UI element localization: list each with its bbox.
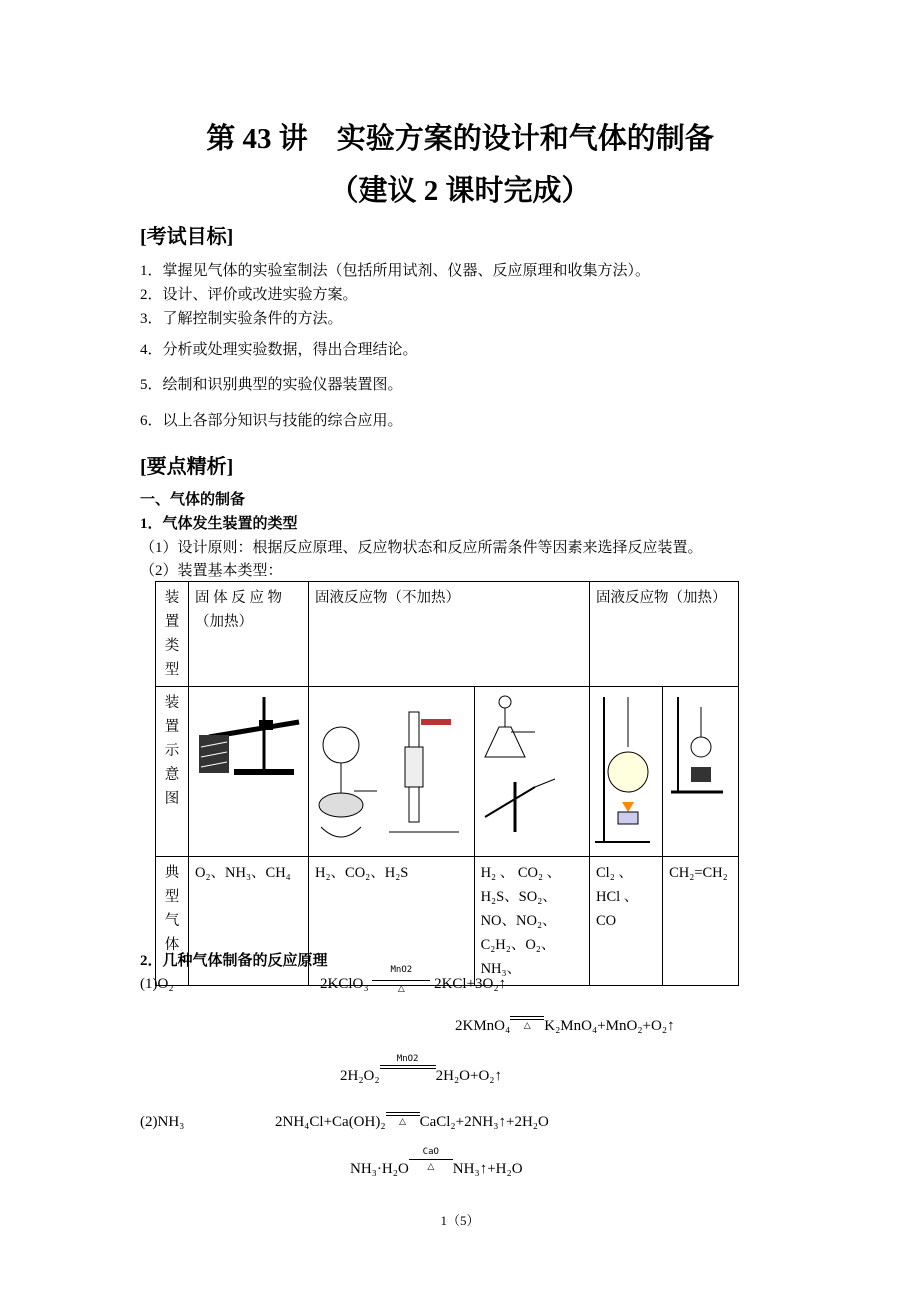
gas-round-flask: Cl₂ 、HCl 、CO	[590, 857, 663, 986]
diagram-solid-heated	[189, 687, 309, 857]
o2-equation-2: 2KMnO₄ △ K₂MnO₄+MnO₂+O₂↑	[455, 1018, 675, 1035]
round-flask-apparatus-image	[590, 687, 658, 855]
reaction-condition: CaO △	[409, 1163, 453, 1177]
reaction-condition: MnO2	[380, 1070, 436, 1084]
col-solid-liquid-heated: 固液反应物（加热）	[590, 582, 739, 687]
gas-solid-heated: O₂、NH₃、CH₄	[189, 857, 309, 986]
analysis-heading: [要点精析]	[140, 456, 234, 478]
o2-label: (1)O₂	[140, 976, 174, 992]
diagram-flask-funnel	[474, 687, 589, 857]
gas-ethylene: CH₂=CH₂	[663, 857, 739, 986]
row-head-gas: 典 型 气 体	[156, 857, 189, 986]
diagram-round-flask	[590, 687, 663, 857]
reaction-condition: △	[386, 1116, 420, 1130]
section-heading: 一、气体的制备	[140, 492, 246, 508]
reaction-condition: △	[510, 1020, 544, 1034]
objectives-heading: [考试目标]	[140, 226, 234, 248]
paragraph: （2）装置基本类型：	[140, 563, 283, 579]
apparatus-table	[155, 581, 739, 986]
objective-item: 6．以上各部分知识与技能的综合应用。	[140, 413, 403, 429]
reaction-condition: MnO2 △	[372, 978, 430, 992]
objective-item: 5．绘制和识别典型的实验仪器装置图。	[140, 377, 403, 393]
kipp-apparatus-image	[309, 687, 473, 855]
page-subtitle: （建议 2 课时完成）	[329, 175, 591, 207]
objective-item: 4．分析或处理实验数据，得出合理结论。	[140, 342, 418, 358]
row-head-type: 装 置 类 型	[156, 582, 189, 687]
col-solid-heated: 固 体 反 应 物（加热）	[189, 582, 309, 687]
o2-equation-1: 2KClO₃ MnO2 △ 2KCl+3O₂↑	[320, 964, 507, 993]
reactions-heading: 2．几种气体制备的反应原理	[140, 953, 328, 969]
paragraph: （1）设计原则：根据反应原理、反应物状态和反应所需条件等因素来选择反应装置。	[140, 540, 703, 556]
flask-funnel-apparatus-image	[475, 687, 589, 855]
row-head-diagram: 装 置 示 意 图	[156, 687, 189, 857]
o2-equation-3: 2H₂O₂ MnO2 2H₂O+O₂↑	[340, 1053, 503, 1084]
gas-kipp: H₂、CO₂、H₂S	[309, 857, 475, 986]
page-number: 1（5）	[440, 1213, 480, 1228]
objective-item: 1．掌握见气体的实验室制法（包括所用试剂、仪器、反应原理和收集方法）。	[140, 263, 651, 279]
nh3-label: (2)NH₃	[140, 1114, 185, 1130]
solid-heating-apparatus-image	[189, 687, 308, 855]
objective-item: 3．了解控制实验条件的方法。	[140, 311, 343, 327]
subsection-heading: 1．气体发生装置的类型	[140, 516, 298, 532]
nh3-equation-2: NH₃·H₂O CaO △ NH₃↑+H₂O	[350, 1146, 523, 1177]
objective-item: 2．设计、评价或改进实验方案。	[140, 287, 358, 303]
diagram-kipp	[309, 687, 475, 857]
page-title: 第 43 讲 实验方案的设计和气体的制备	[206, 123, 714, 155]
gas-flask-funnel: H₂ 、 CO₂ 、H₂S、SO₂、NO、NO₂、C₂H₂、O₂、NH₃、	[474, 857, 589, 986]
diagram-flask-thermometer	[663, 687, 739, 857]
flask-thermometer-apparatus-image	[663, 687, 731, 855]
nh3-equation-1: 2NH₄Cl+Ca(OH)₂ △ CaCl₂+2NH₃↑+2H₂O	[275, 1114, 549, 1131]
col-solid-liquid-unheated: 固液反应物（不加热）	[309, 582, 590, 687]
